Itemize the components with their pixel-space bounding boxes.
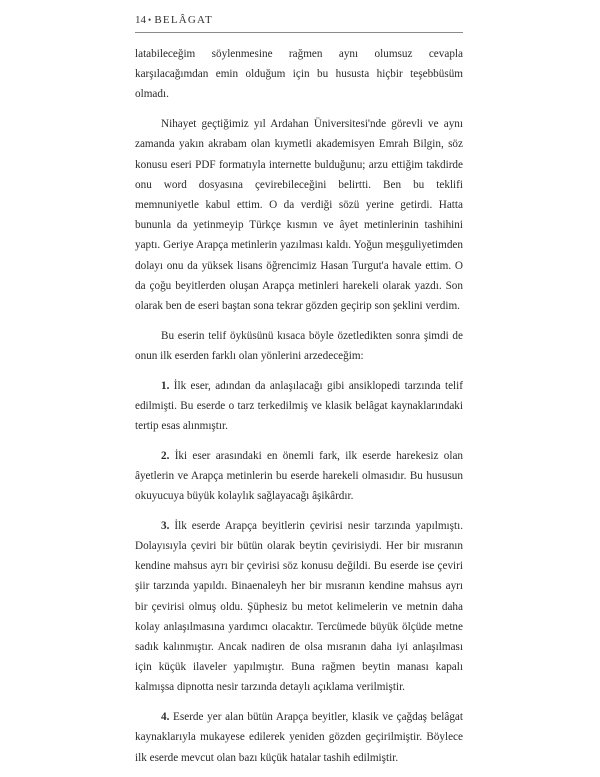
running-title: BELÂGAT: [154, 14, 213, 26]
paragraph-text: Eserde yer alan bütün Arapça beyitler, klasik ve çağdaş belâgat kaynaklarıyla mukayese edilerek yeniden gözden geçirilmiştir. Böylece ilk eserde mevcut olan bazı küçük hatalar tashih edilmiştir.: [135, 711, 463, 764]
item-number: 1.: [161, 379, 170, 392]
paragraph-text: İlk eser, adından da anlaşılacağı gibi ansiklopedi tarzında telif edilmişti. Bu eserde o tarz terkedilmiş ve klasik belâgat kaynaklarındaki tertip esas alınmıştır.: [135, 379, 464, 432]
paragraph: [135, 326, 463, 366]
paragraph-text: Bu eserin telif öyküsünü kısaca böyle özetledikten sonra şimdi de onun ilk eserden farklı olan yönlerini arzedeceğim:: [135, 329, 463, 362]
header-separator: •: [148, 15, 153, 25]
numbered-item-3: [135, 516, 463, 698]
item-number: 4.: [161, 711, 170, 724]
numbered-item-1: [135, 376, 463, 437]
paragraph-text: Nihayet geçtiğimiz yıl Ardahan Üniversitesi'nde görevli ve aynı zamanda yakın akrabam olan kıymetli akademisyen Emrah Bilgin, söz konusu eseri PDF formatıyla internette bulduğunu; arzu ettiğim takdirde onu word dosyasına çevirebileceğini belirtti. Ben bu teklifi memnuniyetle kabul ettim. O da verdiği sözü yerine getirdi. Hatta bununla da yetinmeyip Türkçe kısmın ve âyet metinlerinin tashihini yaptı. Geriye Arapça metinlerin yazılması kaldı. Yoğun meşguliyetimden dolayı onu da yüksek lisans öğrencimiz Hasan Turgut'a havale ettim. O da çoğu beyitlerden oluşan Arapça metinleri harekeli olarak yazdı. Son olarak ben de eseri baştan sona tekrar gözden geçirip son şeklini verdim.: [135, 118, 463, 312]
numbered-item-2: [135, 446, 463, 507]
running-header: [135, 14, 463, 33]
paragraph-text: İlk eserde Arapça beyitlerin çevirisi nesir tarzında yapılmıştı. Dolayısıyla çeviri bir bütün olarak beytin çevirisiydi. Her bir mısranın kendine mahsus ayrı bir çevirisi söz konusu değildi. Bu eserde ise çeviri şiir tarzında yapıldı. Binaenaleyh her bir mısranın kendine mahsus ayrı bir çevirisi olmuş oldu. Şüphesiz bu metot kelimelerin ve metnin daha kolay anlaşılmasına yardımcı olacaktır. Tercümede büyük ölçüde metne sadık kalınmıştır. Ancak nadiren de olsa mısranın daha iyi anlaşılması için küçük ilaveler yapılmıştır. Buna rağmen beytin manası kapalı kalmışsa dipnotta nesir tarzında detaylı açıklama verilmiştir.: [135, 519, 464, 694]
page-body: [135, 44, 463, 777]
numbered-item-4: [135, 707, 463, 768]
paragraph: [135, 114, 463, 316]
paragraph-text: İki eser arasındaki en önemli fark, ilk eserde harekesiz olan âyetlerin ve Arapça metinlerin bu eserde harekeli olmasıdır. Bu hususun okuyucuya büyük kolaylık sağlayacağı âşikârdır.: [135, 449, 464, 503]
paragraph-text: latabileceğim söylenmesine rağmen aynı olumsuz cevapla karşılacağımdan emin olduğum için bu hususta hiçbir teşebbüsüm olmadı.: [135, 48, 463, 101]
page-number: 14: [135, 14, 146, 26]
paragraph-continued: [135, 44, 463, 105]
item-number: 3.: [161, 519, 170, 532]
item-number: 2.: [161, 449, 170, 462]
